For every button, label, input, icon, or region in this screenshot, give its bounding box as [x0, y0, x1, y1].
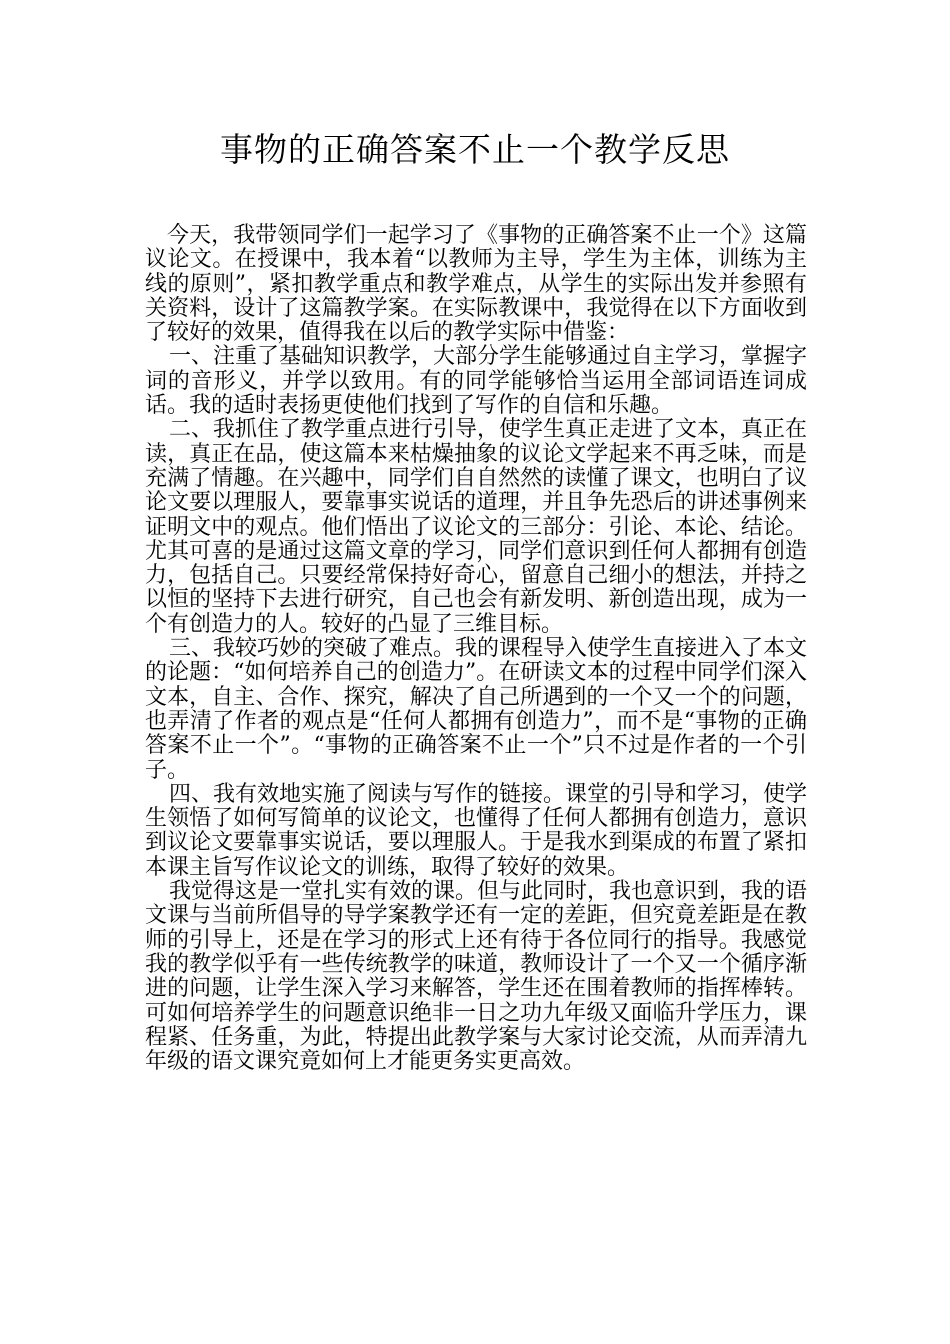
document-title: 事物的正确答案不止一个教学反思: [220, 130, 730, 169]
paragraph-point-four: 四、我有效地实施了阅读与写作的链接。课堂的引导和学习，使学生领悟了如何写简单的议论文，也懂得了任何人都拥有创造力，意识到议论文要靠事实说话，要以理服人。于是我水到渠成的布置了紧扣本课主旨写作议论文的训练，取得了较好的效果。: [145, 781, 808, 880]
paragraph-conclusion: 我觉得这是一堂扎实有效的课。但与此同时，我也意识到，我的语文课与当前所倡导的导学案教学还有一定的差距，但究竟差距是在教师的引导上，还是在学习的形式上还有待于各位同行的指导。我感觉我的教学似乎有一些传统教学的味道，教师设计了一个又一个循序渐进的问题，让学生深入学习来解答，学生还在围着教师的指挥棒转。可如何培养学生的问题意识绝非一日之功九年级又面临升学压力，课程紧、任务重，为此，特提出此教学案与大家讨论交流，从而弄清九年级的语文课究竟如何上才能更务实更高效。: [145, 879, 808, 1075]
paragraph-point-three: 三、我较巧妙的突破了难点。我的课程导入使学生直接进入了本文的论题：“如何培养自己的创造力”。在研读文本的过程中同学们深入文本，自主、合作、探究，解决了自己所遇到的一个又一个的问题，也弄清了作者的观点是“任何人都拥有创造力”，而不是“事物的正确答案不止一个”。“事物的正确答案不止一个”只不过是作者的一个引子。: [145, 636, 808, 783]
paragraph-intro: 今天，我带领同学们一起学习了《事物的正确答案不止一个》这篇议论文。在授课中，我本着“以教师为主导，学生为主体，训练为主线的原则”，紧扣教学重点和教学难点，从学生的实际出发并参照有关资料，设计了这篇教学案。在实际教课中，我觉得在以下方面收到了较好的效果，值得我在以后的教学实际中借鉴：: [145, 223, 807, 346]
paragraph-point-one: 一、注重了基础知识教学，大部分学生能够通过自主学习，掌握字词的音形义，并学以致用。有的同学能够恰当运用全部词语连词成话。我的适时表扬更使他们找到了写作的自信和乐趣。: [145, 344, 808, 419]
document-body: [145, 224, 807, 1074]
paragraph-point-two: 二、我抓住了教学重点进行引导，使学生真正走进了文本，真正在读，真正在品，使这篇本来枯燥抽象的议论文学起来不再乏味，而是充满了情趣。在兴趣中，同学们自自然然的读懂了课文，也明白了议论文要以理服人，要靠事实说话的道理，并且争先恐后的讲述事例来证明文中的观点。他们悟出了议论文的三部分：引论、本论、结论。尤其可喜的是通过这篇文章的学习，同学们意识到任何人都拥有创造力，包括自己。只要经常保持好奇心，留意自己细小的想法，并持之以恒的坚持下去进行研究，自己也会有新发明、新创造出现，成为一个有创造力的人。较好的凸显了三维目标。: [145, 417, 808, 637]
